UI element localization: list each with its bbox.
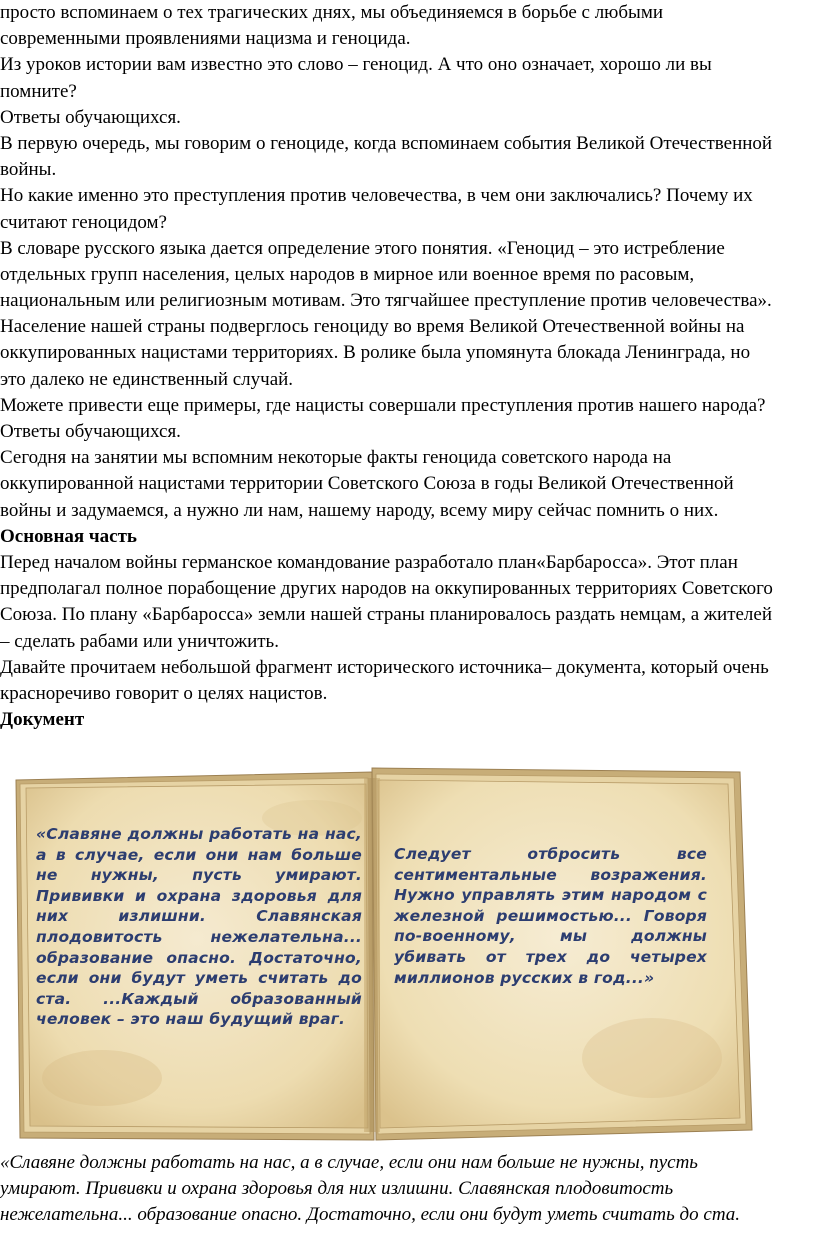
- text-line: Давайте прочитаем небольшой фрагмент исторического источника– документа, который очень: [0, 656, 769, 678]
- text-line: оккупированной нацистами территории Советского Союза в годы Великой Отечественной: [0, 473, 734, 495]
- text-line: войны.: [0, 159, 57, 181]
- quote-line: умирают. Прививки и охрана здоровья для них излишни. Славянская плодовитость: [0, 1178, 674, 1200]
- text-line: считают геноцидом?: [0, 211, 167, 233]
- text-line: Можете привести еще примеры, где нацисты совершали преступления против нашего народа?: [0, 394, 766, 416]
- text-line: современными проявлениями нацизма и геноцида.: [0, 28, 411, 50]
- text-line: оккупированных нацистами территориях. В ролике была упомянута блокада Ленинграда, но: [0, 342, 751, 364]
- old-book-illustration: [12, 758, 754, 1142]
- text-line: Ответы обучающихся.: [0, 106, 181, 128]
- text-line: отдельных групп населения, целых народов в мирное или военное время по расовым,: [0, 263, 695, 285]
- text-line: красноречиво говорит о целях нацистов.: [0, 682, 328, 704]
- text-line: Союза. По плану «Барбаросса» земли нашей страны планировалось раздать немцам, а жителей: [0, 604, 773, 626]
- book-right-page-text: Следует отбросить все сентиментальные возражения. Нужно управлять этим народом с железной решимостью... Говоря по-военному, мы должны убивать от трех до четырех миллионов русских в год...»: [394, 845, 707, 987]
- quote-line: нежелательна... образование опасно. Достаточно, если они будут уметь считать до ста.: [0, 1204, 741, 1226]
- book-left-page-text: «Славяне должны работать на нас, а в случае, если они нам больше не нужны, пусть умирают. Прививки и охрана здоровья для них излишни. Славянская плодовитость нежелательна... образование опасно. Достаточно, если они будут уметь считать до ста. ...Каждый образованный человек – это наш будущий враг.: [36, 825, 362, 1029]
- text-line: войны и задумаемся, а нужно ли нам, нашему народу, всему миру сейчас помнить о них.: [0, 499, 719, 521]
- text-line: Ответы обучающихся.: [0, 421, 181, 442]
- section-heading-main: Основная часть: [0, 525, 137, 547]
- text-line: Из уроков истории вам известно это слово – геноцид. А что оно означает, хорошо ли вы: [0, 54, 712, 76]
- text-line: помните?: [0, 80, 77, 102]
- text-line: Население нашей страны подверглось геноциду во время Великой Отечественной войны на: [0, 316, 745, 338]
- text-line: национальным или религиозным мотивам. Это тягчайшее преступление против человечества».: [0, 290, 772, 312]
- text-line: просто вспоминаем о тех трагических днях, мы объединяемся в борьбе с любыми: [0, 2, 664, 23]
- text-line: – сделать рабами или уничтожить.: [0, 630, 279, 652]
- text-line: Сегодня на занятии мы вспомним некоторые факты геноцида советского народа на: [0, 447, 672, 469]
- text-line: В первую очередь, мы говорим о геноциде, когда вспоминаем события Великой Отечественной: [0, 132, 773, 154]
- text-line: В словаре русского языка дается определение этого понятия. «Геноцид – это истребление: [0, 237, 725, 259]
- text-line: Перед началом войны германское командование разработало план«Барбаросса». Этот план: [0, 551, 738, 573]
- text-line: предполагал полное порабощение других народов на оккупированных территориях Советского: [0, 578, 773, 600]
- section-heading-document: Документ: [0, 709, 85, 731]
- quote-line: «Славяне должны работать на нас, а в случае, если они нам больше не нужны, пусть: [0, 1152, 698, 1173]
- text-line: Но какие именно это преступления против человечества, в чем они заключались? Почему их: [0, 185, 753, 207]
- quote-block: [0, 1150, 816, 1229]
- text-line: это далеко не единственный случай.: [0, 368, 294, 390]
